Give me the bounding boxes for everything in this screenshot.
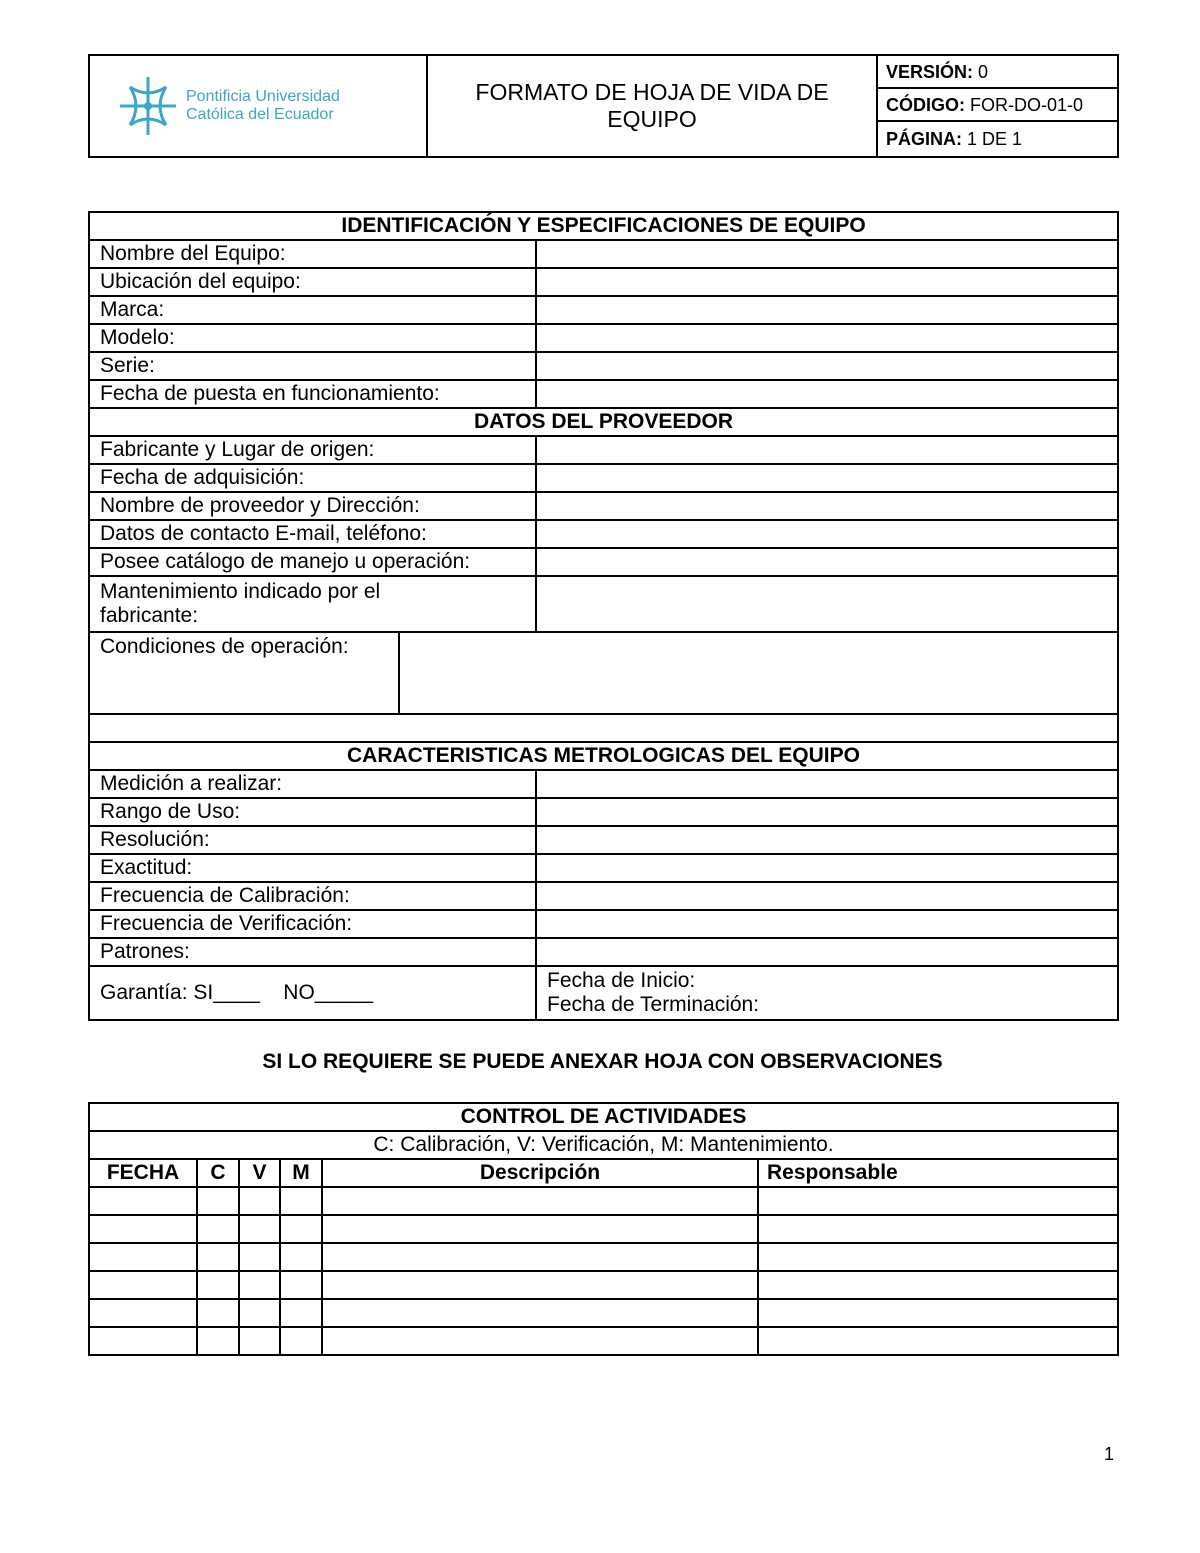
field-label: Datos de contacto E-mail, teléfono: xyxy=(89,520,536,548)
section-metrology: CARACTERISTICAS METROLOGICAS DEL EQUIPO xyxy=(89,742,1118,770)
field-label: Exactitud: xyxy=(89,854,536,882)
field-value[interactable] xyxy=(536,854,1118,882)
field-label: Resolución: xyxy=(89,826,536,854)
field-value[interactable] xyxy=(536,798,1118,826)
spacer-row xyxy=(89,714,1118,742)
cell[interactable] xyxy=(758,1187,1118,1215)
cell[interactable] xyxy=(322,1299,758,1327)
field-value[interactable] xyxy=(536,910,1118,938)
field-label: Nombre del Equipo: xyxy=(89,240,536,268)
end-date-label: Fecha de Terminación: xyxy=(547,993,760,1016)
cell[interactable] xyxy=(280,1187,322,1215)
document-title: FORMATO DE HOJA DE VIDA DE EQUIPO xyxy=(427,55,877,157)
equipment-form xyxy=(88,211,1119,1021)
cell[interactable] xyxy=(239,1299,280,1327)
conditions-value[interactable] xyxy=(399,632,1118,714)
field-value[interactable] xyxy=(536,882,1118,910)
logo-line1: Pontificia Universidad xyxy=(186,88,340,105)
column-header-m: M xyxy=(280,1159,322,1187)
table-row xyxy=(89,1215,1118,1243)
conditions-label: Condiciones de operación: xyxy=(89,632,399,714)
field-value[interactable] xyxy=(536,380,1118,408)
start-date-label: Fecha de Inicio: xyxy=(547,969,696,992)
field-value[interactable] xyxy=(536,436,1118,464)
field-label: Frecuencia de Verificación: xyxy=(89,910,536,938)
field-value[interactable] xyxy=(536,826,1118,854)
field-label: Rango de Uso: xyxy=(89,798,536,826)
document-header xyxy=(88,54,1119,158)
cell[interactable] xyxy=(197,1271,239,1299)
maintenance-label: Mantenimiento indicado por el fabricante: xyxy=(89,576,536,632)
maintenance-value[interactable] xyxy=(536,576,1118,632)
field-value[interactable] xyxy=(536,492,1118,520)
logo-line2: Católica del Ecuador xyxy=(186,106,334,123)
cell[interactable] xyxy=(758,1271,1118,1299)
cell[interactable] xyxy=(239,1215,280,1243)
field-label: Medición a realizar: xyxy=(89,770,536,798)
cell[interactable] xyxy=(322,1271,758,1299)
field-label: Ubicación del equipo: xyxy=(89,268,536,296)
column-header-c: C xyxy=(197,1159,239,1187)
cell[interactable] xyxy=(322,1187,758,1215)
field-value[interactable] xyxy=(536,520,1118,548)
cell[interactable] xyxy=(280,1299,322,1327)
cell[interactable] xyxy=(239,1243,280,1271)
version-cell: VERSIÓN: 0 xyxy=(877,55,1118,88)
cell[interactable] xyxy=(280,1215,322,1243)
cell[interactable] xyxy=(758,1299,1118,1327)
section-provider: DATOS DEL PROVEEDOR xyxy=(89,408,1118,436)
cell[interactable] xyxy=(239,1327,280,1355)
cell[interactable] xyxy=(280,1271,322,1299)
cell[interactable] xyxy=(197,1187,239,1215)
field-label: Patrones: xyxy=(89,938,536,966)
table-row xyxy=(89,1243,1118,1271)
cell[interactable] xyxy=(758,1215,1118,1243)
field-label: Modelo: xyxy=(89,324,536,352)
code-value: FOR-DO-01-0 xyxy=(970,94,1084,115)
field-label: Fabricante y Lugar de origen: xyxy=(89,436,536,464)
cell[interactable] xyxy=(89,1271,197,1299)
cell[interactable] xyxy=(280,1327,322,1355)
page-value: 1 DE 1 xyxy=(967,129,1023,149)
cell[interactable] xyxy=(89,1299,197,1327)
section-identification: IDENTIFICACIÓN Y ESPECIFICACIONES DE EQUIPO xyxy=(89,212,1118,240)
university-logo-icon xyxy=(116,73,180,139)
code-cell: CÓDIGO: FOR-DO-01-0 xyxy=(877,88,1118,121)
field-value[interactable] xyxy=(536,548,1118,576)
cell[interactable] xyxy=(197,1215,239,1243)
activity-control-table xyxy=(88,1102,1119,1356)
field-label: Posee catálogo de manejo u operación: xyxy=(89,548,536,576)
field-value[interactable] xyxy=(536,770,1118,798)
field-label: Serie: xyxy=(89,352,536,380)
cell[interactable] xyxy=(322,1327,758,1355)
table-row xyxy=(89,1299,1118,1327)
cell[interactable] xyxy=(89,1187,197,1215)
cell[interactable] xyxy=(89,1327,197,1355)
cell[interactable] xyxy=(322,1243,758,1271)
warranty-field[interactable]: Garantía: SI____ NO_____ xyxy=(89,966,536,1020)
cell[interactable] xyxy=(758,1243,1118,1271)
page-cell: PÁGINA: 1 DE 1 xyxy=(877,121,1118,157)
field-value[interactable] xyxy=(536,464,1118,492)
field-label: Nombre de proveedor y Dirección: xyxy=(89,492,536,520)
table-row xyxy=(89,1327,1118,1355)
cell[interactable] xyxy=(280,1243,322,1271)
observations-notice: SI LO REQUIERE SE PUEDE ANEXAR HOJA CON OBSERVACIONES xyxy=(262,1050,943,1073)
cell[interactable] xyxy=(197,1243,239,1271)
warranty-dates xyxy=(536,966,1118,1020)
cell[interactable] xyxy=(197,1299,239,1327)
column-header-fecha: FECHA xyxy=(89,1159,197,1187)
cell[interactable] xyxy=(322,1215,758,1243)
table-row xyxy=(89,1187,1118,1215)
table-row xyxy=(89,1271,1118,1299)
column-header-responsable: Responsable xyxy=(758,1159,1118,1187)
column-header-descripcion: Descripción xyxy=(322,1159,758,1187)
logo-cell xyxy=(89,55,427,157)
cell[interactable] xyxy=(239,1271,280,1299)
field-label: Marca: xyxy=(89,296,536,324)
cell[interactable] xyxy=(89,1215,197,1243)
cell[interactable] xyxy=(239,1187,280,1215)
field-value[interactable] xyxy=(536,324,1118,352)
page-number: 1 xyxy=(1103,1444,1114,1464)
cell[interactable] xyxy=(89,1243,197,1271)
field-value[interactable] xyxy=(536,240,1118,268)
field-value[interactable] xyxy=(536,296,1118,324)
field-value[interactable] xyxy=(536,352,1118,380)
control-legend: C: Calibración, V: Verificación, M: Mantenimiento. xyxy=(89,1131,1118,1159)
cell[interactable] xyxy=(758,1327,1118,1355)
field-label: Fecha de puesta en funcionamiento: xyxy=(89,380,536,408)
field-value[interactable] xyxy=(536,268,1118,296)
field-label: Fecha de adquisición: xyxy=(89,464,536,492)
version-value: 0 xyxy=(978,61,989,82)
field-value[interactable] xyxy=(536,938,1118,966)
field-label: Frecuencia de Calibración: xyxy=(89,882,536,910)
column-header-v: V xyxy=(239,1159,280,1187)
control-title: CONTROL DE ACTIVIDADES xyxy=(89,1103,1118,1131)
cell[interactable] xyxy=(197,1327,239,1355)
